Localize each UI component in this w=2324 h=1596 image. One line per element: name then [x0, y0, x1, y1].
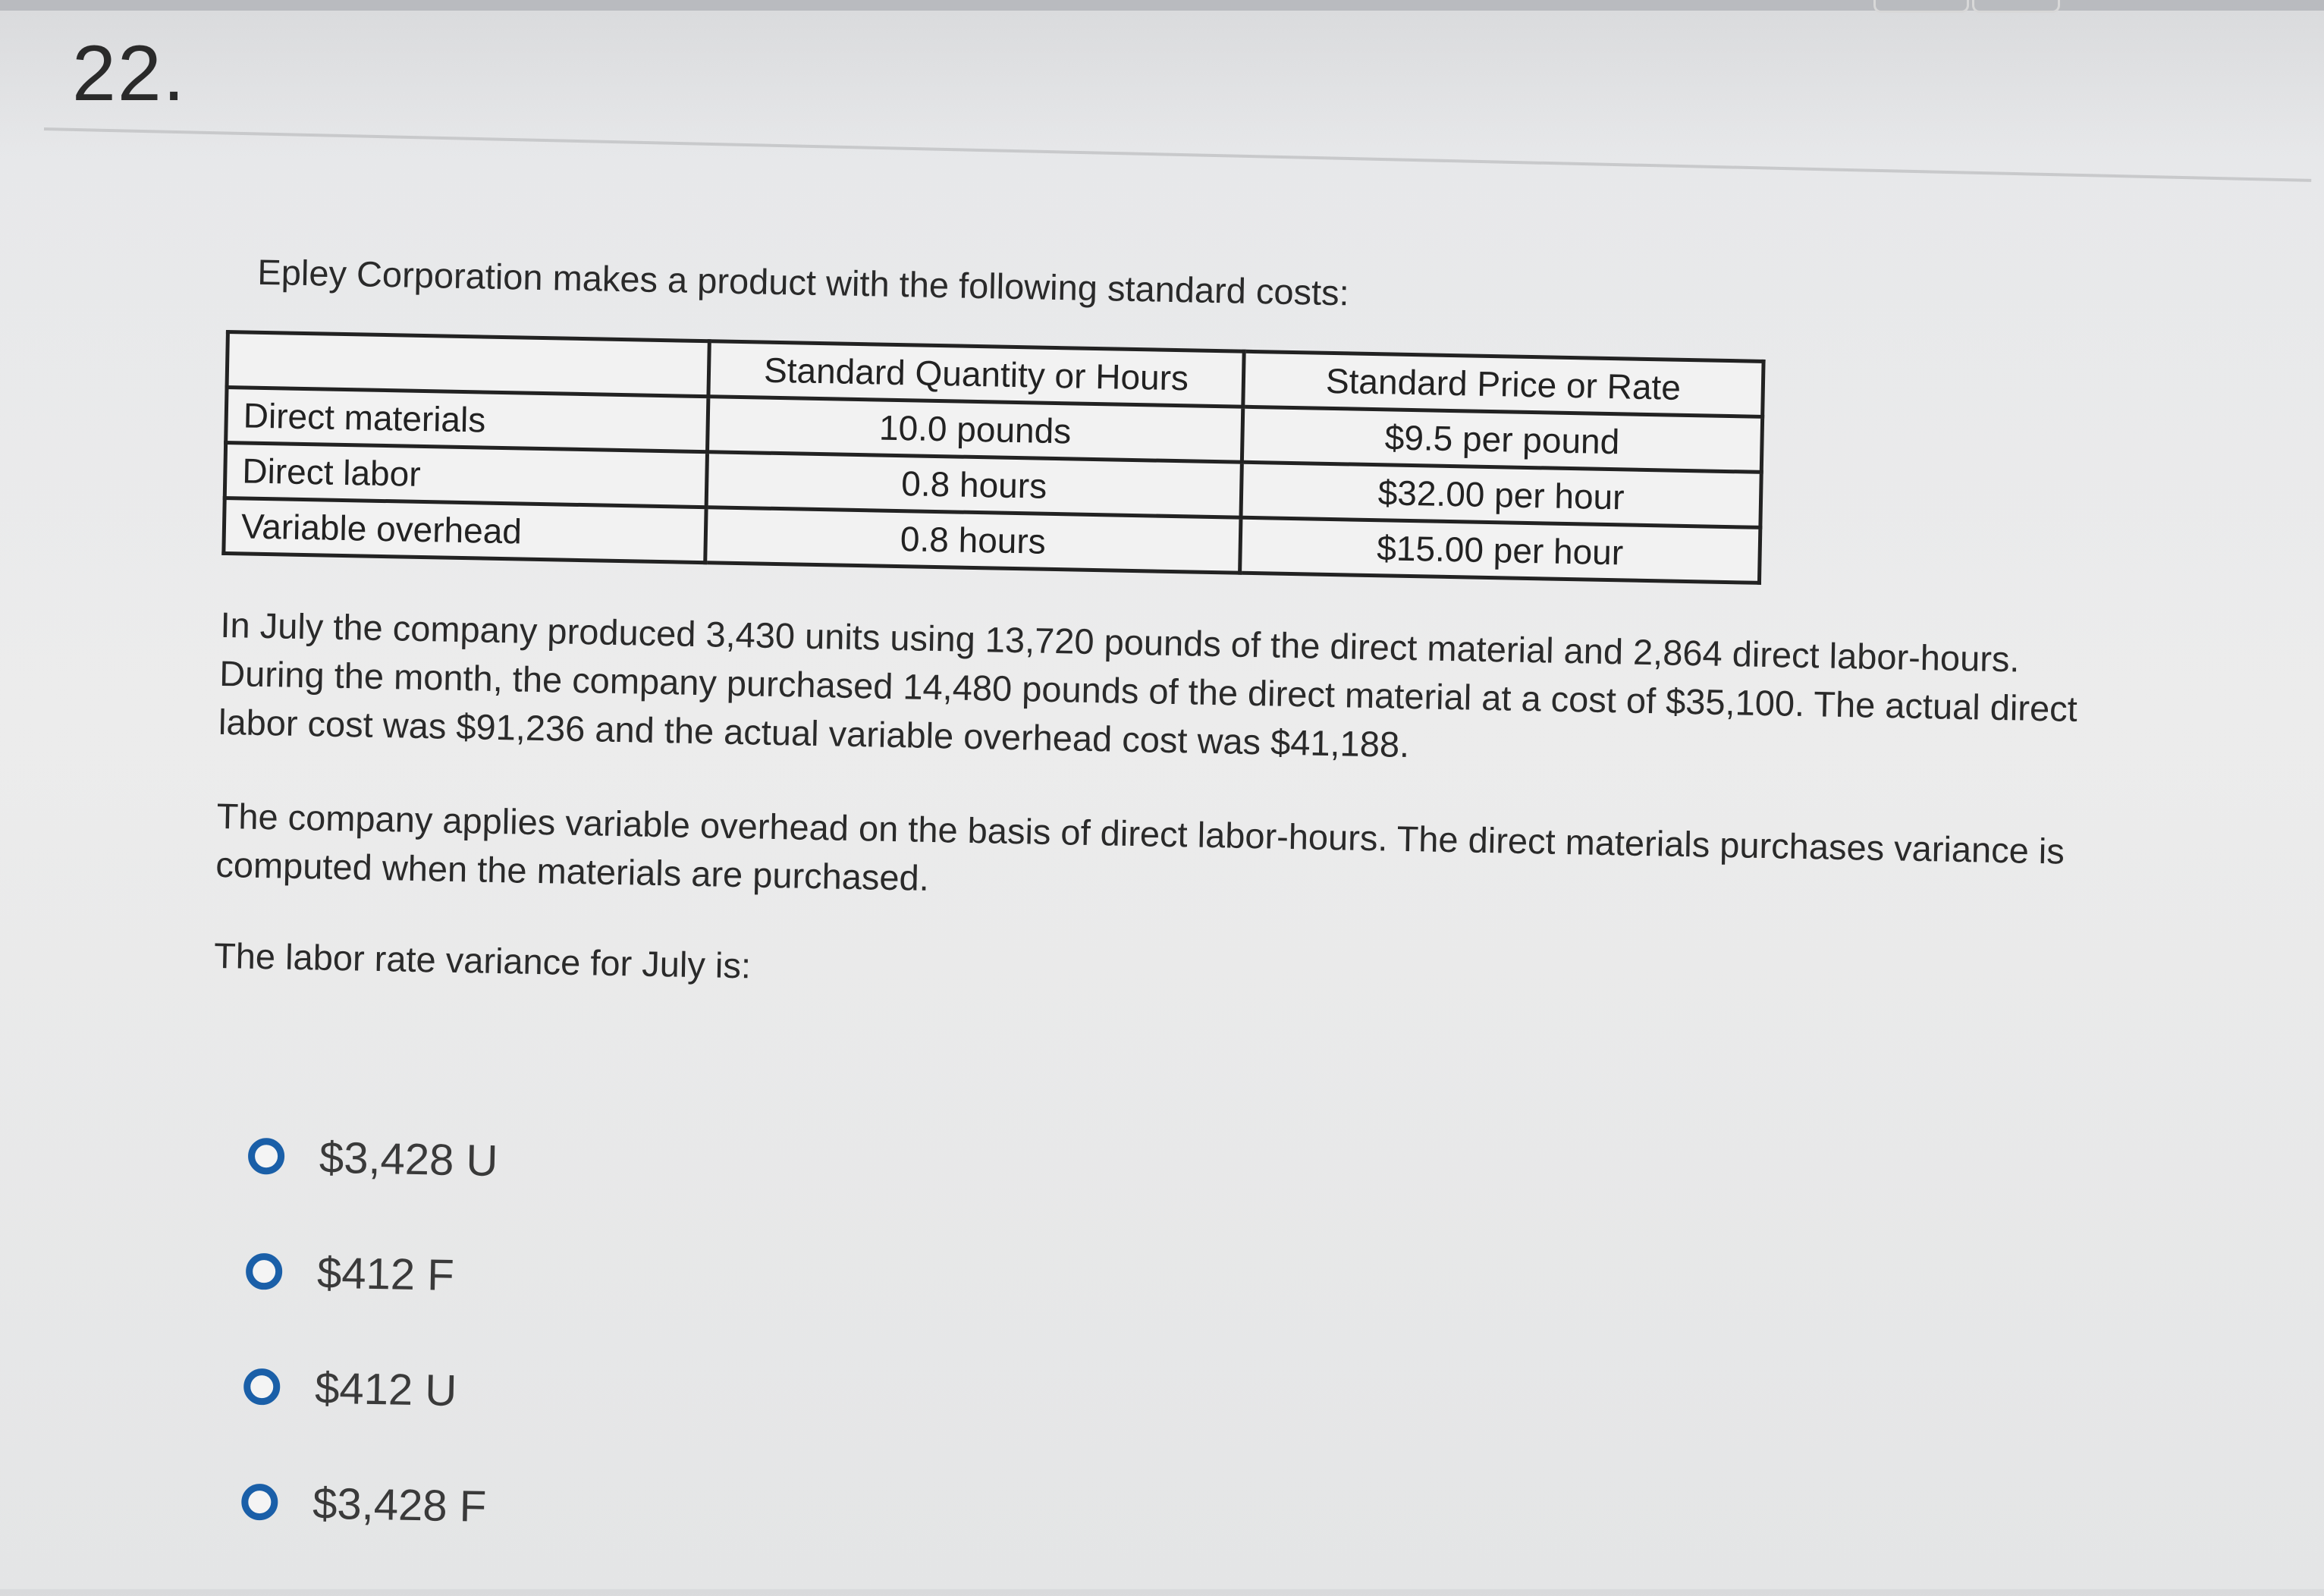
table-cell: $32.00 per hour: [1241, 462, 1761, 527]
table-cell: 0.8 hours: [705, 507, 1241, 573]
question-number: 22.: [72, 30, 187, 118]
answer-options: [240, 1098, 2153, 1596]
radio-button[interactable]: [243, 1368, 281, 1406]
table-header-cell: [227, 332, 709, 397]
standard-costs-table: [221, 330, 1765, 585]
intro-text: Epley Corporation makes a product with the following standard costs:: [256, 251, 1350, 313]
table-cell: Direct labor: [225, 443, 707, 507]
method-paragraph: The company applies variable overhead on the basis of direct labor-hours. The direct materials purchases variance is computed when the materials are purchased.: [215, 795, 2065, 898]
table-cell: Direct materials: [226, 388, 708, 452]
question-prompt: The labor rate variance for July is:: [213, 935, 752, 986]
table-cell: 10.0 pounds: [708, 397, 1243, 463]
scenario-paragraph: In July the company produced 3,430 units using 13,720 pounds of the direct material and 2,864 direct labor-hours. During the month, the company purchased 14,480 pounds of the direct material at a cost of $35,100. The actual direct labor cost was $91,236 and the actual variable overhead cost was $41,188.: [218, 604, 2078, 765]
top-tab: [1972, 0, 2060, 13]
table-cell: $9.5 per pound: [1242, 407, 1762, 472]
top-bar: [0, 0, 2324, 11]
table-header-cell: Standard Quantity or Hours: [708, 341, 1244, 407]
table-cell: Variable overhead: [224, 498, 706, 562]
option-label[interactable]: $412 U: [314, 1362, 457, 1415]
top-tab: [1873, 0, 1969, 13]
radio-button[interactable]: [241, 1484, 278, 1521]
question-content: [203, 250, 2169, 1596]
radio-button[interactable]: [248, 1138, 285, 1175]
option-label[interactable]: $3,428 F: [312, 1478, 487, 1532]
radio-button[interactable]: [246, 1253, 283, 1290]
table-cell: 0.8 hours: [706, 452, 1242, 518]
table-header-cell: Standard Price or Rate: [1243, 351, 1763, 416]
divider: [44, 127, 2311, 182]
option-label[interactable]: $412 F: [316, 1248, 455, 1300]
table-cell: $15.00 per hour: [1240, 517, 1760, 583]
option-label[interactable]: $3,428 U: [319, 1133, 499, 1186]
